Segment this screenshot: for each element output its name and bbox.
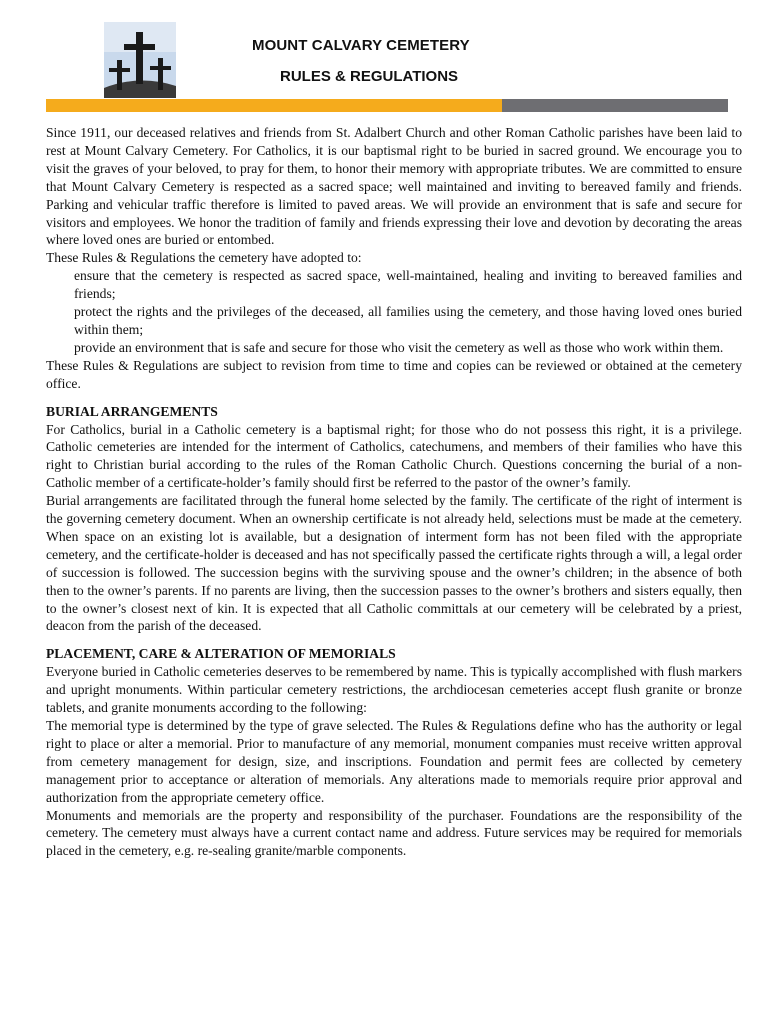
- section-heading-burial: BURIAL ARRANGEMENTS: [46, 403, 218, 419]
- intro-paragraph: Since 1911, our deceased relatives and friends from St. Adalbert Church and other Roman Catholic parishes have been laid to rest at Mount Calvary Cemetery. For Catholics, it is our baptismal right to be buried in sacred ground. We encourage you to visit the graves of your beloved, to pray for them, to honor their memory with appropriate tributes. We are committed to ensure that Mount Calvary Cemetery is respected as a sacred space; well maintained and inviting to bereaved family and friends. Parking and vehicular traffic therefore is limited to paved areas. We will provide an environment that is safe and secure for visitors and employees. We honor the tradition of family and friends expressing their love and devotion by decorating the areas where loved ones are buried or entombed.: [46, 125, 742, 248]
- memorials-paragraph-1: Everyone buried in Catholic cemeteries deserves to be remembered by name. This is typically accomplished with flush markers and upright monuments. Within particular cemetery restrictions, the archdiocesan cemeteries accept flush granite or bronze tablets, and granite monuments according to the following:: [46, 664, 742, 716]
- section-heading-memorials: PLACEMENT, CARE & ALTERATION OF MEMORIALS: [46, 646, 396, 662]
- list-item: provide an environment that is safe and secure for those who visit the cemetery as well as those who work within them.: [74, 339, 724, 355]
- memorials-paragraph-2: The memorial type is determined by the type of grave selected. The Rules & Regulations define who has the authority or legal right to place or alter a memorial. Prior to manufacture of any memorial, monument companies must receive written approval from cemetery management for design, size, and inscriptions. Foundation and permit fees are collected by cemetery management prior to acceptance or alteration of memorials. Any alterations made to memorials require prior approval and authorization from the appropriate cemetery office.: [46, 718, 742, 805]
- list-item: ensure that the cemetery is respected as sacred space, well-maintained, healing and inviting to bereaved families and friends;: [74, 268, 742, 302]
- burial-paragraph-2: Burial arrangements are facilitated through the funeral home selected by the family. The certificate of the right of interment is the governing cemetery document. When an ownership certificate is not already held, selections must be made at the cemetery. When space on an existing lot is available, but a designation of interment form has not been filed with the appropriate cemetery, and the certificate-holder is deceased and has not specifically passed the certificate rights through a will, a legal order of succession is followed. The succession begins with the surviving spouse and the owner’s children; in the absence of both then to the owner’s parents. If no parents are living, then the succession passes to the owner’s brothers and sisters equally, then to the owner’s closest next of kin. It is expected that all Catholic committals at our cemetery will be celebrated by a priest, deacon from the parish of the deceased.: [46, 493, 742, 634]
- memorials-paragraph-3: Monuments and memorials are the property and responsibility of the purchaser. Foundations are the responsibility of the cemetery. The cemetery must always have a current contact name and address. Future services may be required for memorials placed in the cemetery, e.g. re-sealing granite/marble components.: [46, 807, 742, 859]
- list-item: protect the rights and the privileges of the deceased, all families using the cemetery, and those having loved ones buried within them;: [74, 304, 742, 337]
- intro-list-lead: These Rules & Regulations the cemetery have adopted to:: [46, 250, 362, 266]
- page-title: MOUNT CALVARY CEMETERY: [252, 37, 470, 54]
- page-subtitle: RULES & REGULATIONS: [280, 68, 459, 85]
- three-crosses-icon: [104, 22, 176, 98]
- header-accent-bar-orange: [46, 99, 502, 112]
- header-accent-bar-gray: [502, 99, 728, 112]
- intro-list: [46, 267, 742, 357]
- intro-closing: These Rules & Regulations are subject to revision from time to time and copies can be reviewed or obtained at the cemetery office.: [46, 357, 742, 391]
- burial-paragraph-1: For Catholics, burial in a Catholic cemetery is a baptismal right; for those who do not possess this right, it is a privilege. Catholic cemeteries are intended for the interment of Catholics, catechumens, and members of their families who have this right to Christian burial according to the rules of the Roman Catholic Church. Questions concerning the burial of a non-Catholic member of a certificate-holder’s family should first be referred to the pastor of the owner’s family.: [46, 421, 742, 491]
- document-body: [46, 124, 742, 860]
